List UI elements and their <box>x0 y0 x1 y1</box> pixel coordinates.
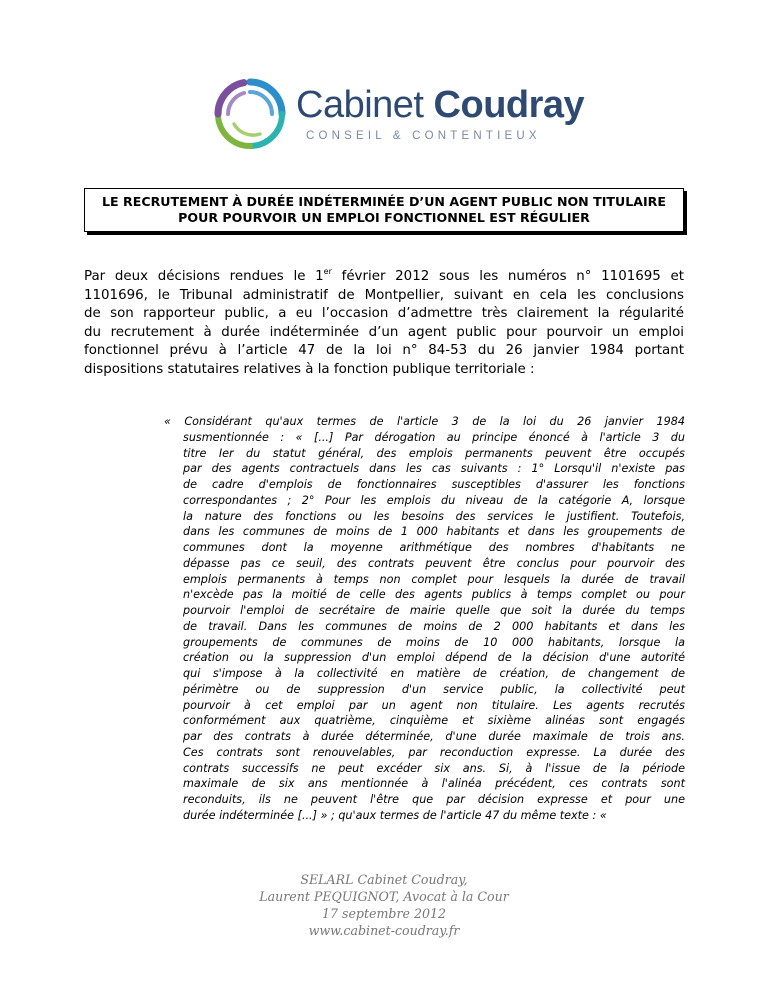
circular-swirl-logo-icon <box>214 78 286 150</box>
quote-line: groupements de communes de moins de 10 000 habitants, lorsque la <box>183 635 685 649</box>
quote-line: qui s'impose à la collectivité en matière de création, de changement de <box>183 667 685 680</box>
title-line-2: POUR POURVOIR UN EMPLOI FONCTIONNEL EST RÉGULIER <box>178 210 590 225</box>
quote-line: périmètre ou de suppression d'un service public, la collectivité peut <box>183 682 685 696</box>
logo-tagline: CONSEIL & CONTENTIEUX <box>306 130 541 142</box>
superscript: er <box>323 267 332 276</box>
footer-author: Laurent PEQUIGNOT, Avocat à la Cour <box>259 889 509 904</box>
page-footer <box>184 871 584 939</box>
intro-paragraph <box>84 268 684 379</box>
logo-wordmark <box>296 84 584 127</box>
quote-line: susmentionnée : « [...] Par dérogation au principe énoncé à l'article 3 du <box>183 430 685 444</box>
intro-line-1a: Par deux décisions rendues le 1 <box>84 269 324 284</box>
quote-line: « Considérant qu'aux termes de l'article 3 de la loi du 26 janvier 1984 <box>164 415 685 428</box>
quote-line: conformément aux quatrième, cinquième et sixième alinéas sont engagés <box>183 714 685 728</box>
quote-line: titre Ier du statut général, des emplois permanents peuvent être occupés <box>183 446 685 460</box>
intro-line: dispositions statutaires relatives à la fonction publique territoriale : <box>84 361 535 377</box>
quote-line: dépasse pas ce seuil, des contrats peuvent être conclus pour pourvoir des <box>183 556 685 570</box>
quote-line: maximale de six ans mentionnée à l'alinéa précédent, ces contrats sont <box>183 777 685 791</box>
quote-line: par des contrats à durée déterminée, d'une durée maximale de trois ans. <box>183 730 685 743</box>
quote-line: de cadre d'emplois de fonctionnaires susceptibles d'assurer les fonctions <box>183 478 685 491</box>
quote-line: contrats successifs ne peut excéder six ans. Si, à l'issue de la période <box>183 761 685 775</box>
quote-line: durée indéterminée [...] » ; qu'aux termes de l'article 47 du même texte : « <box>183 808 607 822</box>
footer-date: 17 septembre 2012 <box>321 906 447 921</box>
quote-line: de travail. Dans les communes de moins de 2 000 habitants et dans les <box>183 619 685 633</box>
quote-line: Ces contrats sont renouvelables, par reconduction expresse. La durée des <box>183 745 685 759</box>
intro-line: fonctionnel prévu à l’article 47 de la loi n° 84-53 du 26 janvier 1984 portant <box>84 343 684 358</box>
intro-line: du recrutement à durée indéterminée d’un agent public pour pourvoir un emploi <box>84 324 684 340</box>
quote-line: communes dont la moyenne arithmétique des nombres d'habitants ne <box>183 541 685 554</box>
quote-line: emplois permanents à temps non complet pour lesquels la durée de travail <box>183 572 685 586</box>
logo-name-part1: Cabinet <box>296 84 424 126</box>
intro-line: 1101696, le Tribunal administratif de Montpellier, suivant en cela les conclusions <box>84 287 684 303</box>
quote-line: création ou la suppression d'un emploi dépend de la décision d'une autorité <box>183 651 685 665</box>
quote-line: pourvoir l'emploi de secrétaire de mairie quelle que soit la durée du temps <box>183 604 685 617</box>
legal-quote-block <box>164 414 685 824</box>
quote-line: la nature des fonctions ou les besoins des services le justifient. Toutefois, <box>183 509 685 523</box>
intro-line-1b: février 2012 sous les numéros n° 1101695 et <box>331 269 684 284</box>
quote-line: pourvoir à cet emploi par un agent non titulaire. Les agents recrutés <box>183 698 685 712</box>
document-title-box <box>84 188 684 232</box>
footer-firm: SELARL Cabinet Coudray, <box>300 872 468 887</box>
intro-line <box>84 268 684 287</box>
quote-line: dans les communes de moins de 1 000 habitants et dans les groupements de <box>183 525 685 539</box>
intro-line: de son rapporteur public, a eu l’occasion d’admettre très clairement la régularité <box>84 306 684 321</box>
footer-website: www.cabinet-coudray.fr <box>308 923 460 938</box>
logo-name-part2: Coudray <box>433 84 585 126</box>
header-logo <box>214 78 585 150</box>
quote-line: reconduits, ils ne peuvent l'être que par décision expresse et pour une <box>183 793 685 806</box>
quote-line: correspondantes ; 2° Pour les emplois du niveau de la catégorie A, lorsque <box>183 493 685 507</box>
title-line-1: LE RECRUTEMENT À DURÉE INDÉTERMINÉE D’UN AGENT PUBLIC NON TITULAIRE <box>102 194 666 209</box>
quote-line: par des agents contractuels dans les cas suivants : 1° Lorsqu'il n'existe pas <box>183 462 685 476</box>
quote-line: n'excède pas la moitié de celle des agents publics à temps complet ou pour <box>183 588 685 602</box>
